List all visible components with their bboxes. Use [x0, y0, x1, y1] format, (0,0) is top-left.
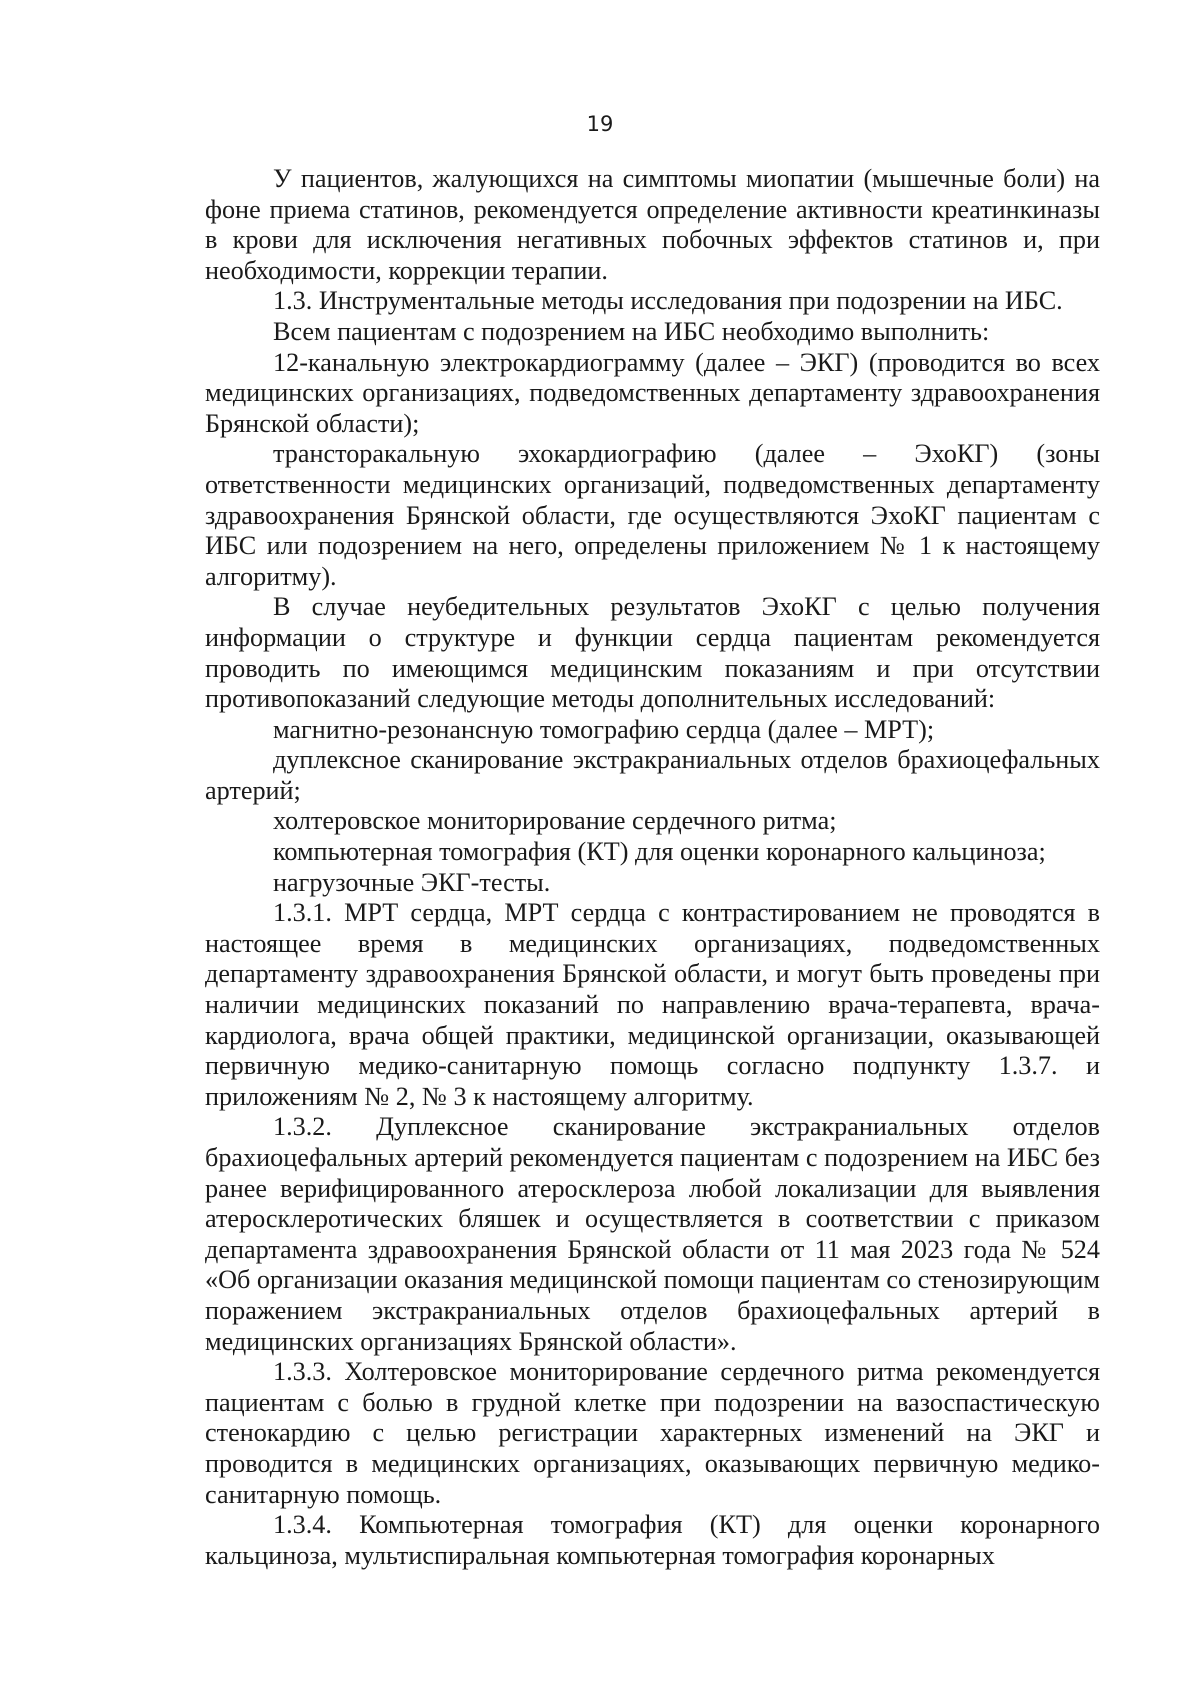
section-heading-1-3: 1.3. Инструментальные методы исследования при подозрении на ИБС. [273, 286, 1063, 316]
paragraph-echocardiography: трансторакальную эхокардиографию (далее – ЭхоКГ) (зоны ответственности медицинских организаций, подведомственных департаменту здравоохранения Брянской области, где осуществляются ЭхоКГ пациентам с ИБС или подозрением на него, определены приложением № 1 к настоящему алгоритму). [205, 439, 1100, 591]
list-item-ct: компьютерная томография (КТ) для оценки коронарного кальциноза; [273, 837, 1046, 867]
paragraph-myopathy-statins: У пациентов, жалующихся на симптомы миопатии (мышечные боли) на фоне приема статинов, рекомендуется определение активности креатинкиназы в крови для исключения негативных побочных эффектов статинов и, при необходимости, коррекции терапии. [205, 164, 1100, 285]
paragraph-all-patients: Всем пациентам с подозрением на ИБС необходимо выполнить: [273, 316, 990, 346]
paragraph-inconclusive-echo: В случае неубедительных результатов ЭхоКГ с целью получения информации о структуре и функции сердца пациентам рекомендуется проводить по имеющимся медицинским показаниям и при отсутствии противопоказаний следующие методы дополнительных исследований: [205, 592, 1100, 714]
page-number: 19 [586, 112, 614, 136]
list-item-stress-ecg: нагрузочные ЭКГ-тесты. [273, 867, 551, 897]
list-item-duplex-scan: дуплексное сканирование экстракраниальных отделов брахиоцефальных артерий; [205, 745, 1100, 805]
list-item-mri: магнитно-резонансную томографию сердца (далее – МРТ); [273, 714, 935, 744]
paragraph-1-3-4: 1.3.4. Компьютерная томография (КТ) для оценки коронарного кальциноза, мультиспиральная компьютерная томография коронарных [205, 1510, 1100, 1570]
paragraph-1-3-1: 1.3.1. МРТ сердца, МРТ сердца с контрастированием не проводятся в настоящее время в медицинских организациях, подведомственных департаменту здравоохранения Брянской области, и могут быть проведены при наличии медицинских показаний по направлению врача-терапевта, врача-кардиолога, врача общей практики, медицинской организации, оказывающей первичную медико-санитарную помощь согласно подпункту 1.3.7. и приложениям № 2, № 3 к настоящему алгоритму. [205, 898, 1100, 1111]
document-body [205, 164, 1100, 1571]
paragraph-ecg: 12-канальную электрокардиограмму (далее – ЭКГ) (проводится во всех медицинских организациях, подведомственных департаменту здравоохранения Брянской области); [205, 347, 1100, 438]
paragraph-1-3-3: 1.3.3. Холтеровское мониторирование сердечного ритма рекомендуется пациентам с болью в грудной клетке при подозрении на вазоспастическую стенокардию с целью регистрации характерных изменений на ЭКГ и проводится в медицинских организациях, оказывающих первичную медико-санитарную помощь. [205, 1357, 1100, 1509]
paragraph-1-3-2: 1.3.2. Дуплексное сканирование экстракраниальных отделов брахиоцефальных артерий рекомендуется пациентам с подозрением на ИБС без ранее верифицированного атеросклероза любой локализации для выявления атеросклеротических бляшек и осуществляется в соответствии с приказом департамента здравоохранения Брянской области от 11 мая 2023 года № 524 «Об организации оказания медицинской помощи пациентам со стенозирующим поражением экстракраниальных отделов брахиоцефальных артерий в медицинских организациях Брянской области». [205, 1112, 1100, 1356]
list-item-holter: холтеровское мониторирование сердечного ритма; [273, 806, 837, 836]
